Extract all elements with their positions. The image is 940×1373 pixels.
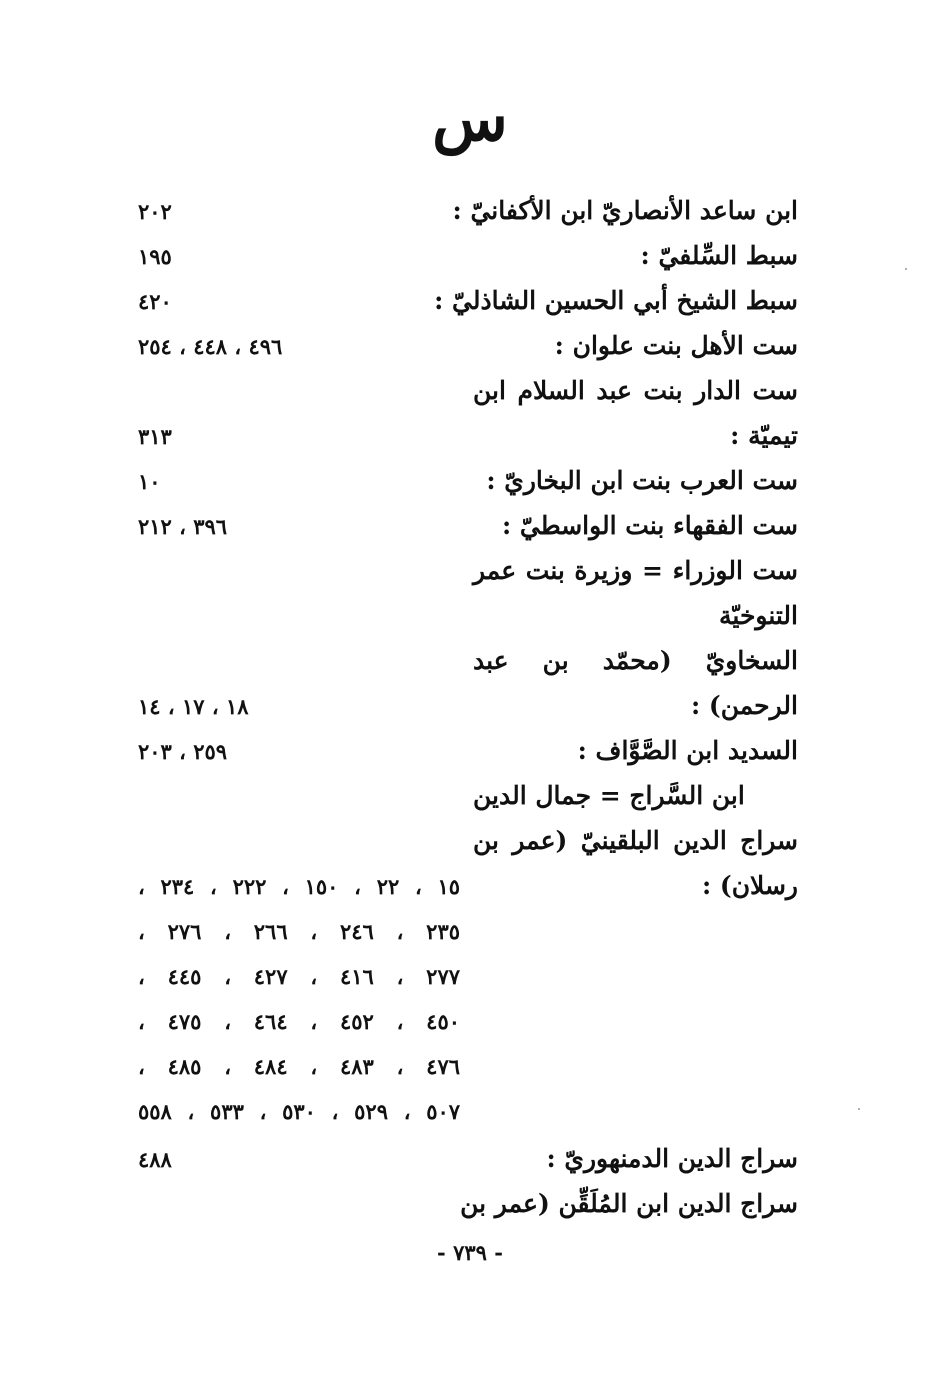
entry-name: سبط السِّلفيّ : (640, 241, 798, 270)
entry-name: ابن ساعد الأنصاريّ ابن الأكفانيّ : (452, 196, 798, 225)
scan-speck (858, 1108, 860, 1110)
entry-pages: ٣٩٦ ، ٢١٢ (138, 514, 228, 539)
entry-name: الرحمن) : (690, 691, 798, 720)
entry-name: ست الدار بنت عبد السلام ابن (473, 376, 798, 405)
entry-name: التنوخيّة (719, 601, 798, 630)
entry-pages: ٢٥٩ ، ٢٠٣ (138, 739, 228, 764)
entry-name: سراج الدين البلقينيّ (عمر بن (473, 826, 798, 855)
entry-name: تيميّة : (730, 421, 798, 450)
entry-pages: ٥٠٧ ، ٥٢٩ ، ٥٣٠ ، ٥٣٣ ، ٥٥٨ (138, 1099, 461, 1124)
entry-pages: ٤٧٦ ، ٤٨٣ ، ٤٨٤ ، ٤٨٥ ، (138, 1054, 461, 1079)
entry-pages: ٣١٣ (138, 424, 172, 449)
entry-name: ابن السَّراج = جمال الدين (473, 781, 745, 810)
entry-name: السخاويّ (محمّد بن عبد (473, 646, 798, 675)
entry-pages: ١٠ (138, 469, 161, 494)
entry-name: ست الوزراء = وزيرة بنت عمر (473, 556, 798, 585)
entry-name: سبط الشيخ أبي الحسين الشاذليّ : (434, 286, 798, 315)
entry-pages: ١٩٥ (138, 244, 172, 269)
entry-name: ست الفقهاء بنت الواسطيّ : (501, 511, 798, 540)
section-letter-heading: س (432, 82, 508, 155)
entry-name: سراج الدين ابن المُلَقِّن (عمر بن (460, 1189, 798, 1218)
entry-name: ست الأهل بنت علوان : (554, 331, 798, 360)
page-number: - ٧٣٩ - (437, 1240, 503, 1265)
entry-pages: ١٨ ، ١٧ ، ١٤ (138, 694, 249, 719)
entry-name: ست العرب بنت ابن البخاريّ : (486, 466, 798, 495)
entry-pages: ٢٠٢ (138, 199, 172, 224)
entry-pages: ٢٧٧ ، ٤١٦ ، ٤٢٧ ، ٤٤٥ ، (138, 964, 461, 989)
entry-pages: ٤٨٨ (138, 1147, 172, 1172)
scan-speck (905, 268, 907, 270)
entry-pages: ٤٩٦ ، ٤٤٨ ، ٢٥٤ (138, 334, 283, 359)
entry-name: السديد ابن الصَّوَّاف : (577, 736, 798, 765)
entry-pages: ٤٢٠ (138, 289, 172, 314)
entry-name: رسلان) : (701, 871, 798, 900)
entry-name: سراج الدين الدمنهوريّ : (546, 1144, 798, 1173)
entry-pages: ٤٥٠ ، ٤٥٢ ، ٤٦٤ ، ٤٧٥ ، (138, 1009, 461, 1034)
entry-pages: ٢٣٥ ، ٢٤٦ ، ٢٦٦ ، ٢٧٦ ، (138, 919, 461, 944)
entry-pages: ١٥ ، ٢٢ ، ١٥٠ ، ٢٢٢ ، ٢٣٤ ، (138, 874, 461, 899)
